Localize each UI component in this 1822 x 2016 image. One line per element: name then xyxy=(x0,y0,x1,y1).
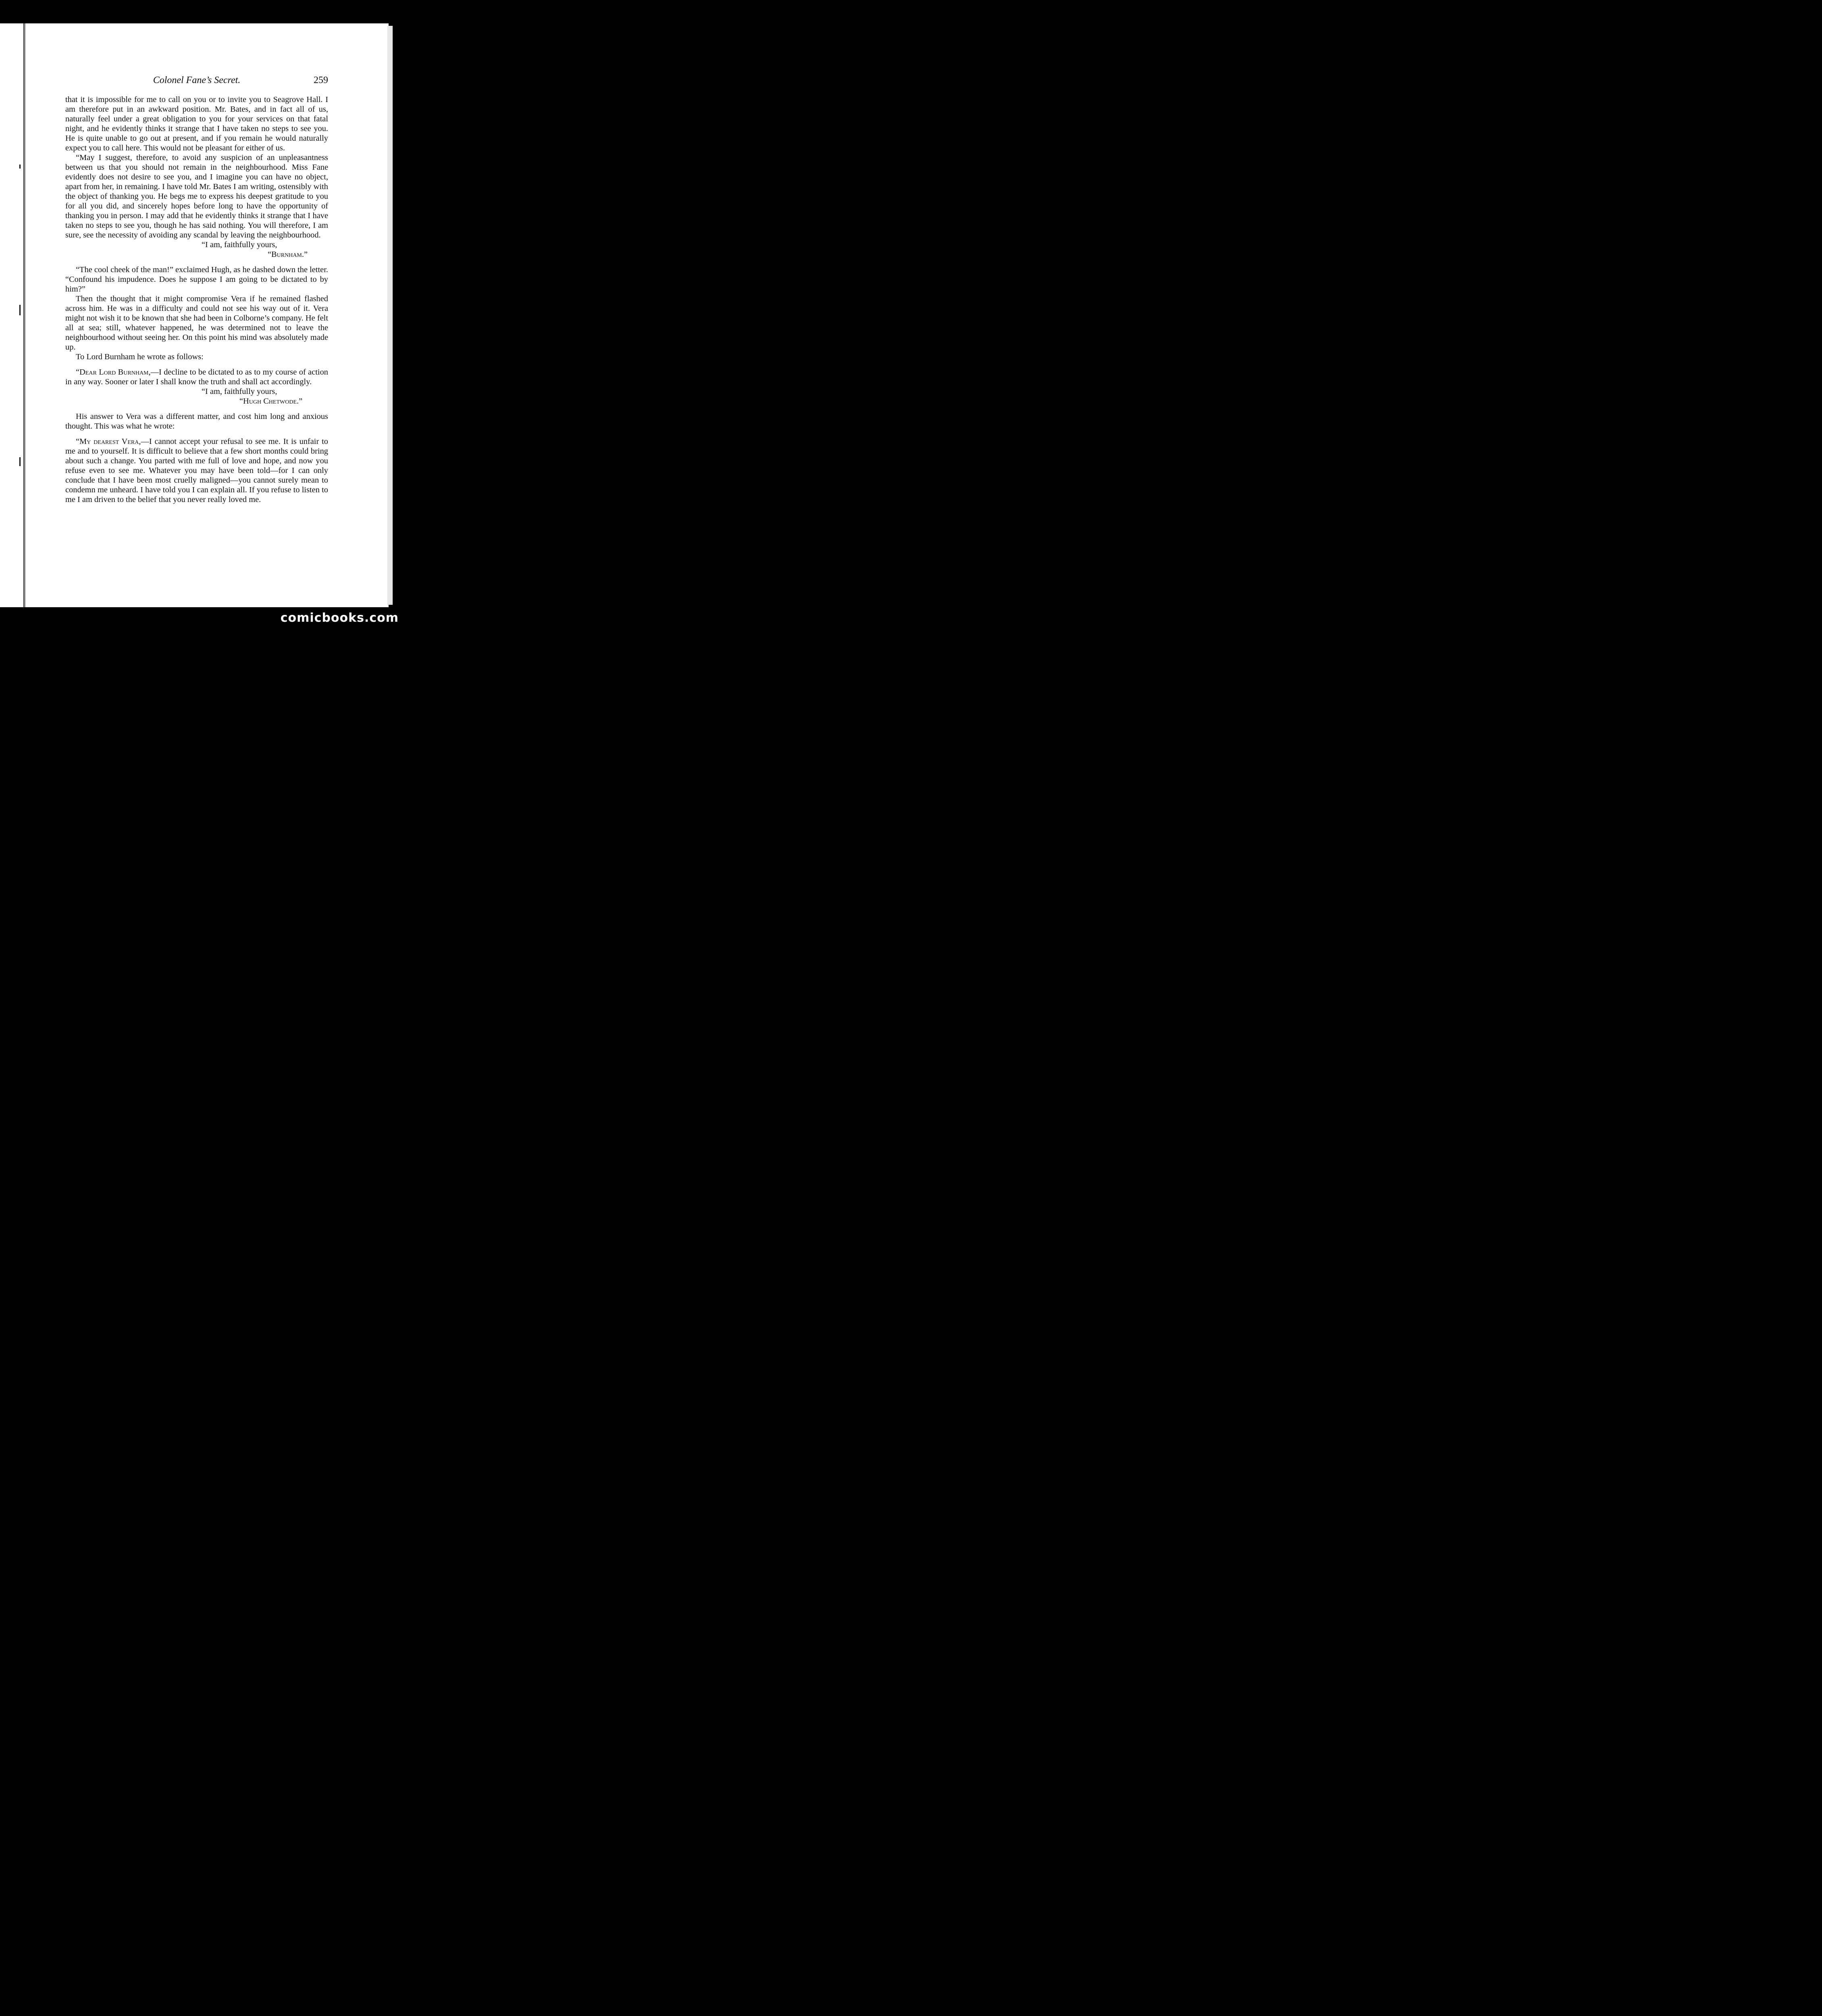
salutation: “Dear Lord Burnham, xyxy=(76,368,151,377)
watermark: comicbooks.com xyxy=(280,611,399,625)
signature: “Hugh Chetwode.” xyxy=(239,397,303,406)
letter-closing xyxy=(65,387,328,406)
margin-mark xyxy=(19,305,21,315)
paragraph: His answer to Vera was a different matter, and cost him long and anxious thought. This was what he wrote: xyxy=(65,412,328,431)
margin-mark xyxy=(19,457,21,466)
paragraph xyxy=(65,367,328,387)
page-gutter-shadow xyxy=(23,23,26,607)
running-title: Colonel Fane’s Secret. xyxy=(153,75,241,85)
letter-text: —I decline to be dictated to as to my course of action in any way. Sooner or later I shall know the truth and shall act accordingly. xyxy=(65,368,328,386)
margin-mark xyxy=(19,165,21,169)
book-page xyxy=(0,23,389,607)
letter-closing xyxy=(65,240,328,259)
paragraph: “May I suggest, therefore, to avoid any suspicion of an unpleasantness between us that you should not remain in the neighbourhood. Miss Fane evidently does not desire to see you, and I imagine you can have no object, apart from her, in remaining. I have told Mr. Bates I am writing, ostensibly with the object of thanking you. He begs me to express his deepest gratitude to you for all you did, and sincerely hopes before long to have the opportunity of thanking you in person. I may add that he evidently thinks it strange that I have taken no steps to see you, though he has said nothing. You will therefore, I am sure, see the necessity of avoiding any scandal by leaving the neighbourhood. xyxy=(65,153,328,240)
closing-line: “I am, faithfully yours, xyxy=(202,387,277,396)
running-header xyxy=(65,75,328,89)
signature: “Burnham.” xyxy=(268,250,308,259)
paragraph: Then the thought that it might compromise Vera if he remained flashed across him. He was in a difficulty and could not see his way out of it. Vera might not wish it to be known that she had been in Colborne’s company. He felt all at sea; still, whatever happened, he was determined not to leave the neighbourhood without seeing her. On this point his mind was absolutely made up. xyxy=(65,294,328,352)
paragraph: “The cool cheek of the man!” exclaimed Hugh, as he dashed down the letter. “Confound his impudence. Does he suppose I am going to be dictated to by him?” xyxy=(65,265,328,294)
closing-line: “I am, faithfully yours, xyxy=(202,240,277,249)
paragraph: To Lord Burnham he wrote as follows: xyxy=(76,352,204,361)
page-body xyxy=(65,95,328,504)
footer-bar xyxy=(0,607,408,632)
page-fore-edge xyxy=(388,26,393,605)
paragraph: that it is impossible for me to call on you or to invite you to Seagrove Hall. I am therefore put in an awkward position. Mr. Bates, and in fact all of us, naturally feel under a great obligation to you for your services on that fatal night, and he evidently thinks it strange that I have taken no steps to see you. He is quite unable to go out at present, and if you remain he would naturally expect you to call here. This would not be pleasant for either of us. xyxy=(65,95,328,152)
paragraph xyxy=(65,437,328,504)
letter-text: —I cannot accept your refusal to see me. It is unfair to me and to yourself. It is difficult to believe that a few short months could bring about such a change. You parted with me full of love and hope, and now you refuse even to see me. Whatever you may have been told—for I can only conclude that I have been most cruelly maligned—you cannot surely mean to condemn me unheard. I have told you I can explain all. If you refuse to listen to me I am driven to the belief that you never really loved me. xyxy=(65,437,328,504)
salutation: “My dearest Vera, xyxy=(76,437,141,446)
page-number: 259 xyxy=(314,75,328,85)
